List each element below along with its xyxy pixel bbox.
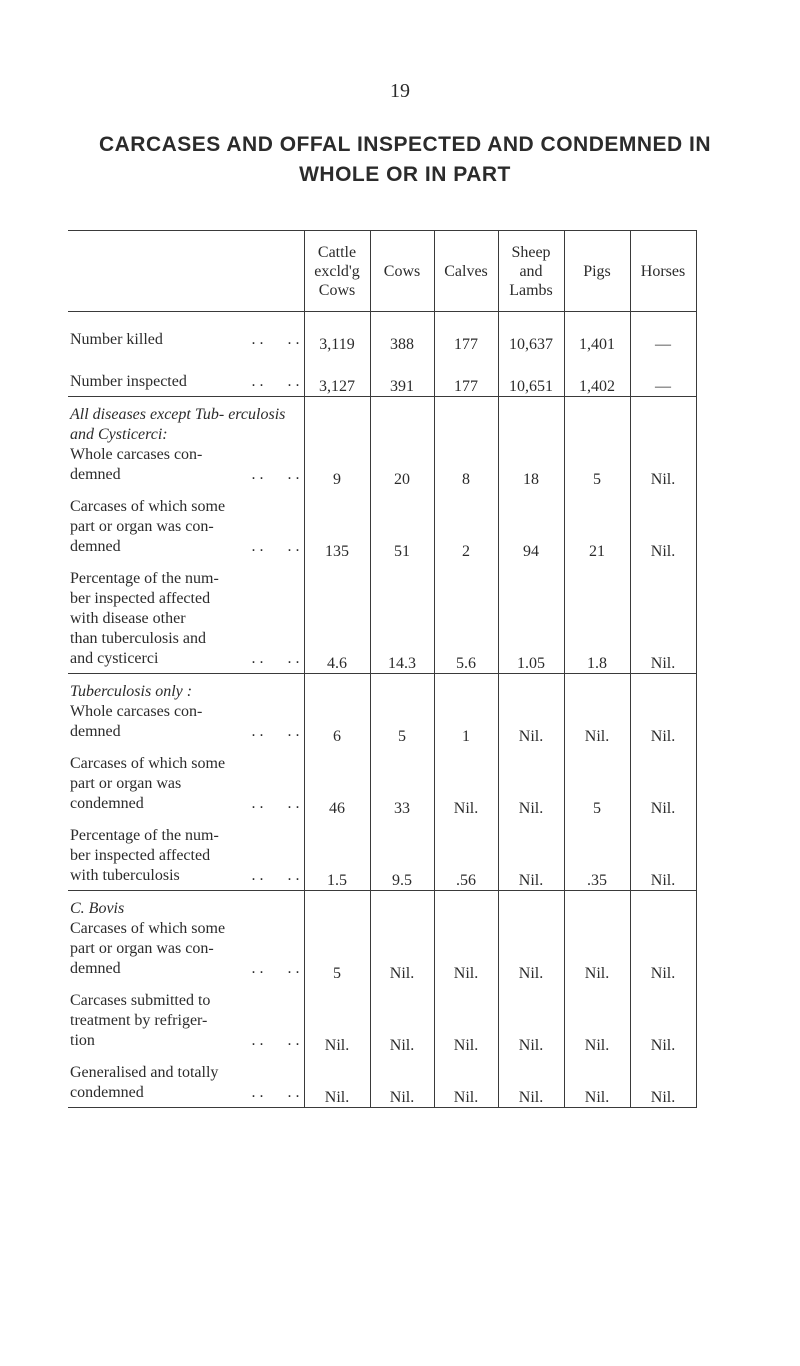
row-label-line: Percentage of the num- bbox=[70, 827, 219, 844]
table-body bbox=[68, 312, 696, 1108]
row-label-line: Carcases submitted to bbox=[70, 992, 211, 1009]
row-label-text: with tuberculosis bbox=[70, 867, 180, 884]
row-label-line: part or organ was bbox=[70, 775, 182, 792]
row-label-line: Percentage of the num- bbox=[70, 570, 219, 587]
cell-sheep: Nil. bbox=[498, 1055, 564, 1108]
row-label bbox=[68, 354, 304, 397]
section-heading: C. Bovis bbox=[70, 900, 125, 917]
cell-cattle: 6 bbox=[304, 674, 370, 747]
row-label-last-line bbox=[70, 1083, 300, 1103]
header-sheep-line: and bbox=[519, 262, 543, 280]
cell-cows: 5 bbox=[370, 674, 434, 747]
inspection-table bbox=[68, 230, 697, 1108]
row-label bbox=[68, 746, 304, 818]
header-cattle-line: Cattle bbox=[317, 243, 357, 261]
cell-sheep: 1.05 bbox=[498, 561, 564, 674]
row-label-last-line bbox=[70, 794, 300, 814]
cell-calves: 177 bbox=[434, 354, 498, 397]
row-label-line: with disease other bbox=[70, 610, 186, 627]
page-title bbox=[60, 130, 750, 190]
row-label-text: Number inspected bbox=[70, 373, 187, 390]
leader-dots: . . . . bbox=[251, 466, 300, 483]
table-row-part-condemned-tb bbox=[68, 746, 696, 818]
row-label-line: ber inspected affected bbox=[70, 847, 211, 864]
table-row-percentage-other bbox=[68, 561, 696, 674]
cell-sheep: Nil. bbox=[498, 818, 564, 891]
cell-pigs: 1,402 bbox=[564, 354, 630, 397]
header-cattle-line: excld'g bbox=[314, 262, 360, 280]
row-label-text: and cysticerci bbox=[70, 650, 159, 667]
table-row-number-inspected bbox=[68, 354, 696, 397]
section-heading: Tuberculosis only : bbox=[70, 683, 193, 700]
row-label-line: Generalised and totally bbox=[70, 1064, 219, 1081]
cell-cows: 51 bbox=[370, 489, 434, 561]
cell-cows: Nil. bbox=[370, 1055, 434, 1108]
table-row-percentage-tb bbox=[68, 818, 696, 891]
row-label-last-line bbox=[70, 722, 300, 742]
cell-sheep: 94 bbox=[498, 489, 564, 561]
row-label-last-line bbox=[70, 649, 300, 669]
cell-calves: 2 bbox=[434, 489, 498, 561]
row-label-line: ber inspected affected bbox=[70, 590, 211, 607]
header-cattle bbox=[304, 231, 370, 312]
cell-pigs: 1.8 bbox=[564, 561, 630, 674]
cell-cows: 391 bbox=[370, 354, 434, 397]
row-label bbox=[68, 397, 304, 490]
table-row-refrigeration bbox=[68, 983, 696, 1055]
cell-cows: 33 bbox=[370, 746, 434, 818]
row-label-line: Whole carcases con- bbox=[70, 446, 203, 463]
leader-dots: . . . . bbox=[251, 723, 300, 740]
section-heading: All diseases except Tub- erculosis and Cysticerci: bbox=[70, 406, 286, 443]
row-label-last-line bbox=[70, 1031, 300, 1051]
header-sheep bbox=[498, 231, 564, 312]
cell-cattle: 1.5 bbox=[304, 818, 370, 891]
title-line-2: WHOLE OR IN PART bbox=[299, 163, 511, 186]
row-label-text: condemned bbox=[70, 795, 144, 812]
cell-cattle: 9 bbox=[304, 397, 370, 490]
row-label-last-line bbox=[70, 330, 300, 350]
cell-calves: Nil. bbox=[434, 1055, 498, 1108]
cell-horses: Nil. bbox=[630, 397, 696, 490]
cell-horses: Nil. bbox=[630, 983, 696, 1055]
cell-cows: 388 bbox=[370, 312, 434, 355]
row-label-line: treatment by refriger- bbox=[70, 1012, 208, 1029]
leader-dots: . . . . bbox=[251, 1032, 300, 1049]
row-label bbox=[68, 1055, 304, 1108]
header-cows: Cows bbox=[370, 231, 434, 312]
header-row bbox=[68, 231, 696, 312]
cell-pigs: 1,401 bbox=[564, 312, 630, 355]
header-horses: Horses bbox=[630, 231, 696, 312]
row-label-line: Carcases of which some bbox=[70, 755, 226, 772]
cell-cattle: Nil. bbox=[304, 983, 370, 1055]
cell-sheep: Nil. bbox=[498, 746, 564, 818]
row-label-last-line bbox=[70, 866, 300, 886]
cell-horses: — bbox=[630, 312, 696, 355]
row-label-text: tion bbox=[70, 1032, 95, 1049]
row-label-last-line bbox=[70, 465, 300, 485]
leader-dots: . . . . bbox=[251, 331, 300, 348]
cell-pigs: Nil. bbox=[564, 983, 630, 1055]
table-row-part-condemned-other bbox=[68, 489, 696, 561]
row-label-line: part or organ was con- bbox=[70, 940, 214, 957]
row-label bbox=[68, 489, 304, 561]
cell-calves: 177 bbox=[434, 312, 498, 355]
cell-pigs: Nil. bbox=[564, 891, 630, 984]
cell-calves: Nil. bbox=[434, 746, 498, 818]
cell-cattle: 46 bbox=[304, 746, 370, 818]
row-label bbox=[68, 312, 304, 355]
cell-horses: Nil. bbox=[630, 891, 696, 984]
cell-horses: — bbox=[630, 354, 696, 397]
cell-cows: 9.5 bbox=[370, 818, 434, 891]
cell-sheep: Nil. bbox=[498, 891, 564, 984]
page-number: 19 bbox=[390, 80, 410, 102]
cell-cattle: Nil. bbox=[304, 1055, 370, 1108]
cell-pigs: 21 bbox=[564, 489, 630, 561]
cell-cows: Nil. bbox=[370, 983, 434, 1055]
row-label bbox=[68, 561, 304, 674]
cell-calves: Nil. bbox=[434, 891, 498, 984]
row-label-text: condemned bbox=[70, 1084, 144, 1101]
header-pigs: Pigs bbox=[564, 231, 630, 312]
row-label-line: Carcases of which some bbox=[70, 920, 226, 937]
cell-cows: 20 bbox=[370, 397, 434, 490]
cell-horses: Nil. bbox=[630, 561, 696, 674]
header-calves: Calves bbox=[434, 231, 498, 312]
cell-horses: Nil. bbox=[630, 746, 696, 818]
row-label bbox=[68, 983, 304, 1055]
header-blank bbox=[68, 231, 304, 312]
header-cattle-line: Cows bbox=[318, 281, 356, 299]
cell-sheep: Nil. bbox=[498, 674, 564, 747]
cell-calves: Nil. bbox=[434, 983, 498, 1055]
cell-pigs: Nil. bbox=[564, 1055, 630, 1108]
leader-dots: . . . . bbox=[251, 795, 300, 812]
row-label bbox=[68, 818, 304, 891]
table-row-whole-carcases-other bbox=[68, 397, 696, 490]
row-label-line: part or organ was con- bbox=[70, 518, 214, 535]
cell-calves: 5.6 bbox=[434, 561, 498, 674]
leader-dots: . . . . bbox=[251, 960, 300, 977]
row-label-text: demned bbox=[70, 960, 121, 977]
cell-cattle: 5 bbox=[304, 891, 370, 984]
cell-sheep: Nil. bbox=[498, 983, 564, 1055]
row-label-text: demned bbox=[70, 538, 121, 555]
row-label-text: demned bbox=[70, 466, 121, 483]
cell-calves: 1 bbox=[434, 674, 498, 747]
row-label-last-line bbox=[70, 959, 300, 979]
table-row-c-bovis-part bbox=[68, 891, 696, 984]
cell-sheep: 18 bbox=[498, 397, 564, 490]
leader-dots: . . . . bbox=[251, 1084, 300, 1101]
row-label-line: Whole carcases con- bbox=[70, 703, 203, 720]
header-sheep-line: Sheep bbox=[511, 243, 551, 261]
row-label-last-line bbox=[70, 537, 300, 557]
leader-dots: . . . . bbox=[251, 373, 300, 390]
cell-pigs: .35 bbox=[564, 818, 630, 891]
cell-cattle: 135 bbox=[304, 489, 370, 561]
row-label bbox=[68, 891, 304, 984]
cell-horses: Nil. bbox=[630, 489, 696, 561]
cell-cows: 14.3 bbox=[370, 561, 434, 674]
cell-sheep: 10,651 bbox=[498, 354, 564, 397]
leader-dots: . . . . bbox=[251, 867, 300, 884]
cell-calves: .56 bbox=[434, 818, 498, 891]
row-label-line: than tuberculosis and bbox=[70, 630, 206, 647]
title-line-1: CARCASES AND OFFAL INSPECTED AND CONDEMNED IN bbox=[98, 133, 712, 156]
cell-pigs: 5 bbox=[564, 397, 630, 490]
row-label-text: demned bbox=[70, 723, 121, 740]
cell-sheep: 10,637 bbox=[498, 312, 564, 355]
row-label-line: Carcases of which some bbox=[70, 498, 226, 515]
leader-dots: . . . . bbox=[251, 650, 300, 667]
table-row-whole-carcases-tb bbox=[68, 674, 696, 747]
header-sheep-line: Lambs bbox=[509, 281, 553, 299]
cell-cattle: 3,127 bbox=[304, 354, 370, 397]
table-row-number-killed bbox=[68, 312, 696, 355]
row-label bbox=[68, 674, 304, 747]
cell-pigs: Nil. bbox=[564, 674, 630, 747]
cell-horses: Nil. bbox=[630, 1055, 696, 1108]
cell-pigs: 5 bbox=[564, 746, 630, 818]
cell-cattle: 4.6 bbox=[304, 561, 370, 674]
leader-dots: . . . . bbox=[251, 538, 300, 555]
table-row-generalised bbox=[68, 1055, 696, 1108]
cell-horses: Nil. bbox=[630, 818, 696, 891]
cell-horses: Nil. bbox=[630, 674, 696, 747]
row-label-text: Number killed bbox=[70, 331, 163, 348]
row-label-last-line bbox=[70, 372, 300, 392]
cell-cows: Nil. bbox=[370, 891, 434, 984]
cell-cattle: 3,119 bbox=[304, 312, 370, 355]
cell-calves: 8 bbox=[434, 397, 498, 490]
